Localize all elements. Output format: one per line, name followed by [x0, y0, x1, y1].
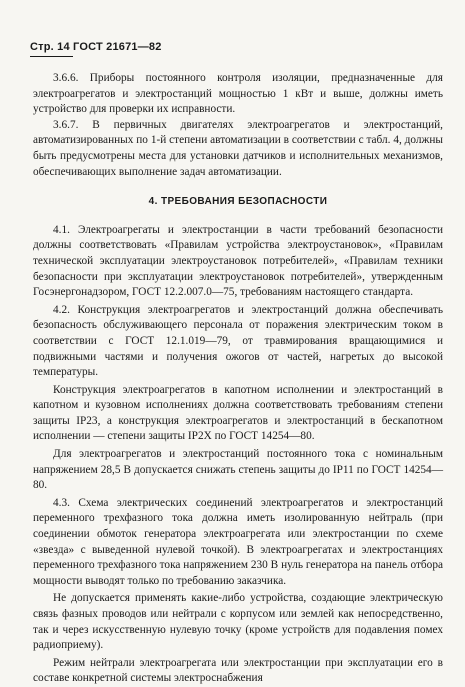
- paragraph-4-2: 4.2. Конструкция электроагрегатов и электростанций должна обеспечивать безопасность обслуживающего персонала от поражения электрическим током в соответствии с ГОСТ 12.1.019—79, от травмирования вращающимися и подвижными частями и получения ожогов от частей, нагретых до высокой температуры.: [33, 303, 443, 379]
- paragraph-3-6-6: 3.6.6. Приборы постоянного контроля изоляции, предназначенные для электроагрегатов и электростанций мощностью 1 кВт и выше, должны иметь устройство для проверки их исправности.: [33, 72, 443, 116]
- page-header: Стр. 14 ГОСТ 21671—82: [30, 41, 162, 53]
- document-body: [33, 71, 443, 687]
- paragraph-4-3: 4.3. Схема электрических соединений электроагрегатов и электростанций переменного трехфазного тока должна иметь изолированную нейтраль (при соединении обмоток генератора электроагрегата или электростанции по схеме «звезда» с выведенной нулевой точкой). В электроагрегатах и электростанциях переменного трехфазного тока напряжением 230 В нуль генератора на панель отбора мощности выводят только по требованию заказчика.: [33, 496, 443, 587]
- header-underline: [30, 56, 73, 57]
- paragraph-4-2-design: Конструкция электроагрегатов в капотном исполнении и электростанций в капотном и кузовном исполнениях должна соответствовать требованиям степени защиты IP23, а конструкция электроагрегатов и электростанций в бескапотном исполнении — степени защиты IP2X по ГОСТ 14254—80.: [33, 383, 443, 443]
- paragraph-4-2-dc: Для электроагрегатов и электростанций постоянного тока с номинальным напряжением 28,5 В допускается снижать степень защиты до IP11 по ГОСТ 14254—80.: [33, 448, 443, 492]
- paragraph-4-3-prohibition: Не допускается применять какие-либо устройства, создающие электрическую связь фазных проводов или нейтрали с корпусом или землей как непосредственно, так и через искусственную нулевую точку (кроме устройств для подавления помех радиоприему).: [33, 592, 443, 652]
- paragraph-3-6-7: 3.6.7. В первичных двигателях электроагрегатов и электростанций, автоматизированных по 1-й степени автоматизации в соответствии с табл. 4, должны быть предусмотрены места для установки датчиков и исполнительных механизмов, обеспечивающих выполнение задач автоматизации.: [33, 118, 443, 178]
- paragraph-4-1: 4.1. Электроагрегаты и электростанции в части требований безопасности должны соответствовать «Правилам устройства электроустановок», «Правилам технической эксплуатации электроустановок потребителей», «Правилам техники безопасности при эксплуатации электроустановок потребителей», утвержденным Госэнергонадзором, ГОСТ 12.2.007.0—75, требованиям настоящего стандарта.: [33, 223, 443, 299]
- section-heading: 4. ТРЕБОВАНИЯ БЕЗОПАСНОСТИ: [148, 196, 328, 208]
- paragraph-4-3-neutral: Режим нейтрали электроагрегата или электростанции при эксплуатации его в составе конкретной системы электроснабжения: [33, 656, 443, 685]
